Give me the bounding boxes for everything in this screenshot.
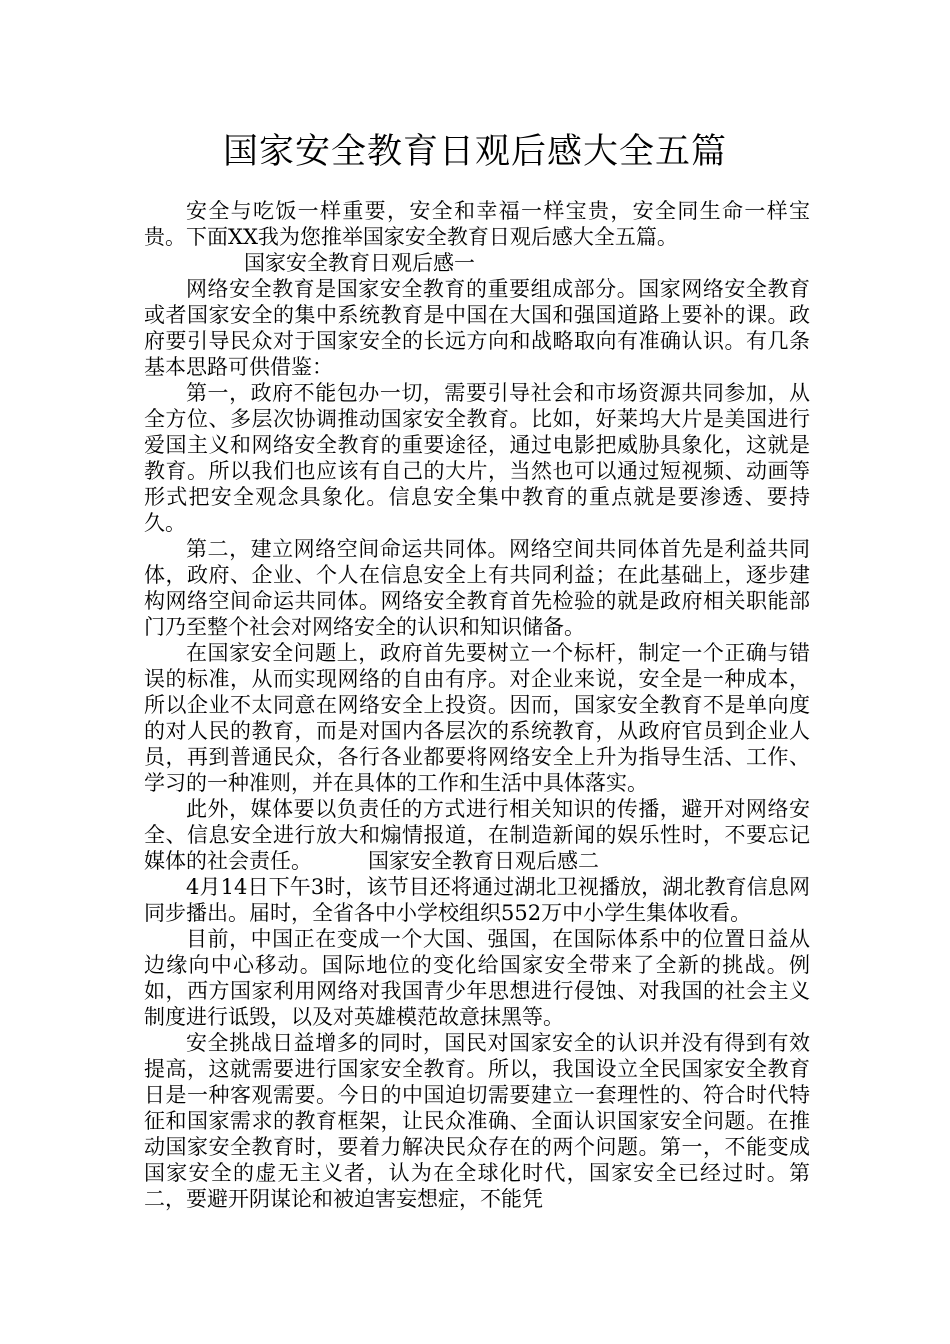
- paragraph: 第二，建立网络空间命运共同体。网络空间共同体首先是利益共同体，政府、企业、个人在信息安全上有共同利益；在此基础上，逐步建构网络空间命运共同体。网络安全教育首先检验的就是政府相关职能部门乃至整个社会对网络安全的认识和知识储备。: [144, 537, 810, 639]
- paragraph: 在国家安全问题上，政府首先要树立一个标杆，制定一个正确与错误的标准，从而实现网络的自由有序。对企业来说，安全是一种成本，所以企业不太同意在网络安全上投资。因而，国家安全教育不是单向度的对人民的教育，而是对国内各层次的系统教育，从政府官员到企业人员，再到普通民众，各行各业都要将网络安全上升为指导生活、工作、学习的一种准则，并在具体的工作和生活中具体落实。: [144, 641, 810, 795]
- document-body: [144, 198, 810, 1212]
- paragraph: 第一，政府不能包办一切，需要引导社会和市场资源共同参加，从全方位、多层次协调推动国家安全教育。比如，好莱坞大片是美国进行爱国主义和网络安全教育的重要途径，通过电影把威胁具象化，这就是教育。所以我们也应该有自己的大片，当然也可以通过短视频、动画等形式把安全观念具象化。信息安全集中教育的重点就是要渗透、要持久。: [144, 381, 810, 535]
- document-title: 国家安全教育日观后感大全五篇: [222, 132, 727, 172]
- paragraph: 4月14日下午3时，该节目还将通过湖北卫视播放，湖北教育信息网同步播出。届时，全省各中小学校组织552万中小学生集体收看。: [144, 875, 810, 925]
- paragraph: 安全挑战日益增多的同时，国民对国家安全的认识并没有得到有效提高，这就需要进行国家安全教育。所以，我国设立全民国家安全教育日是一种客观需要。今日的中国迫切需要建立一套理性的、符合时代特征和国家需求的教育框架，让民众准确、全面认识国家安全问题。在推动国家安全教育时，要着力解决民众存在的两个问题。第一，不能变成国家安全的虚无主义者，认为在全球化时代，国家安全已经过时。第二，要避开阴谋论和被迫害妄想症，不能凭: [144, 1031, 810, 1211]
- intro-paragraph: 安全与吃饭一样重要，安全和幸福一样宝贵，安全同生命一样宝贵。下面XX我为您推举国家安全教育日观后感大全五篇。: [144, 199, 810, 249]
- paragraph-with-inline-heading: [144, 796, 810, 874]
- paragraph: 目前，中国正在变成一个大国、强国，在国际体系中的位置日益从边缘向中心移动。国际地位的变化给国家安全带来了全新的挑战。例如，西方国家利用网络对我国青少年思想进行侵蚀、对我国的社会主义制度进行诋毁，以及对英雄模范故意抹黑等。: [144, 927, 810, 1029]
- paragraph-text: 此外，媒体要以负责任的方式进行相关知识的传播，避开对网络安全、信息安全进行放大和煽情报道，在制造新闻的娱乐性时，不要忘记媒体的社会责任。: [144, 797, 810, 873]
- section-heading-1: 国家安全教育日观后感一: [244, 251, 475, 275]
- section-heading-2: 国家安全教育日观后感二: [368, 849, 599, 873]
- paragraph: 网络安全教育是国家安全教育的重要组成部分。国家网络安全教育或者国家安全的集中系统教育是中国在大国和强国道路上要补的课。政府要引导民众对于国家安全的长远方向和战略取向有准确认识。有几条基本思路可供借鉴：: [144, 277, 810, 379]
